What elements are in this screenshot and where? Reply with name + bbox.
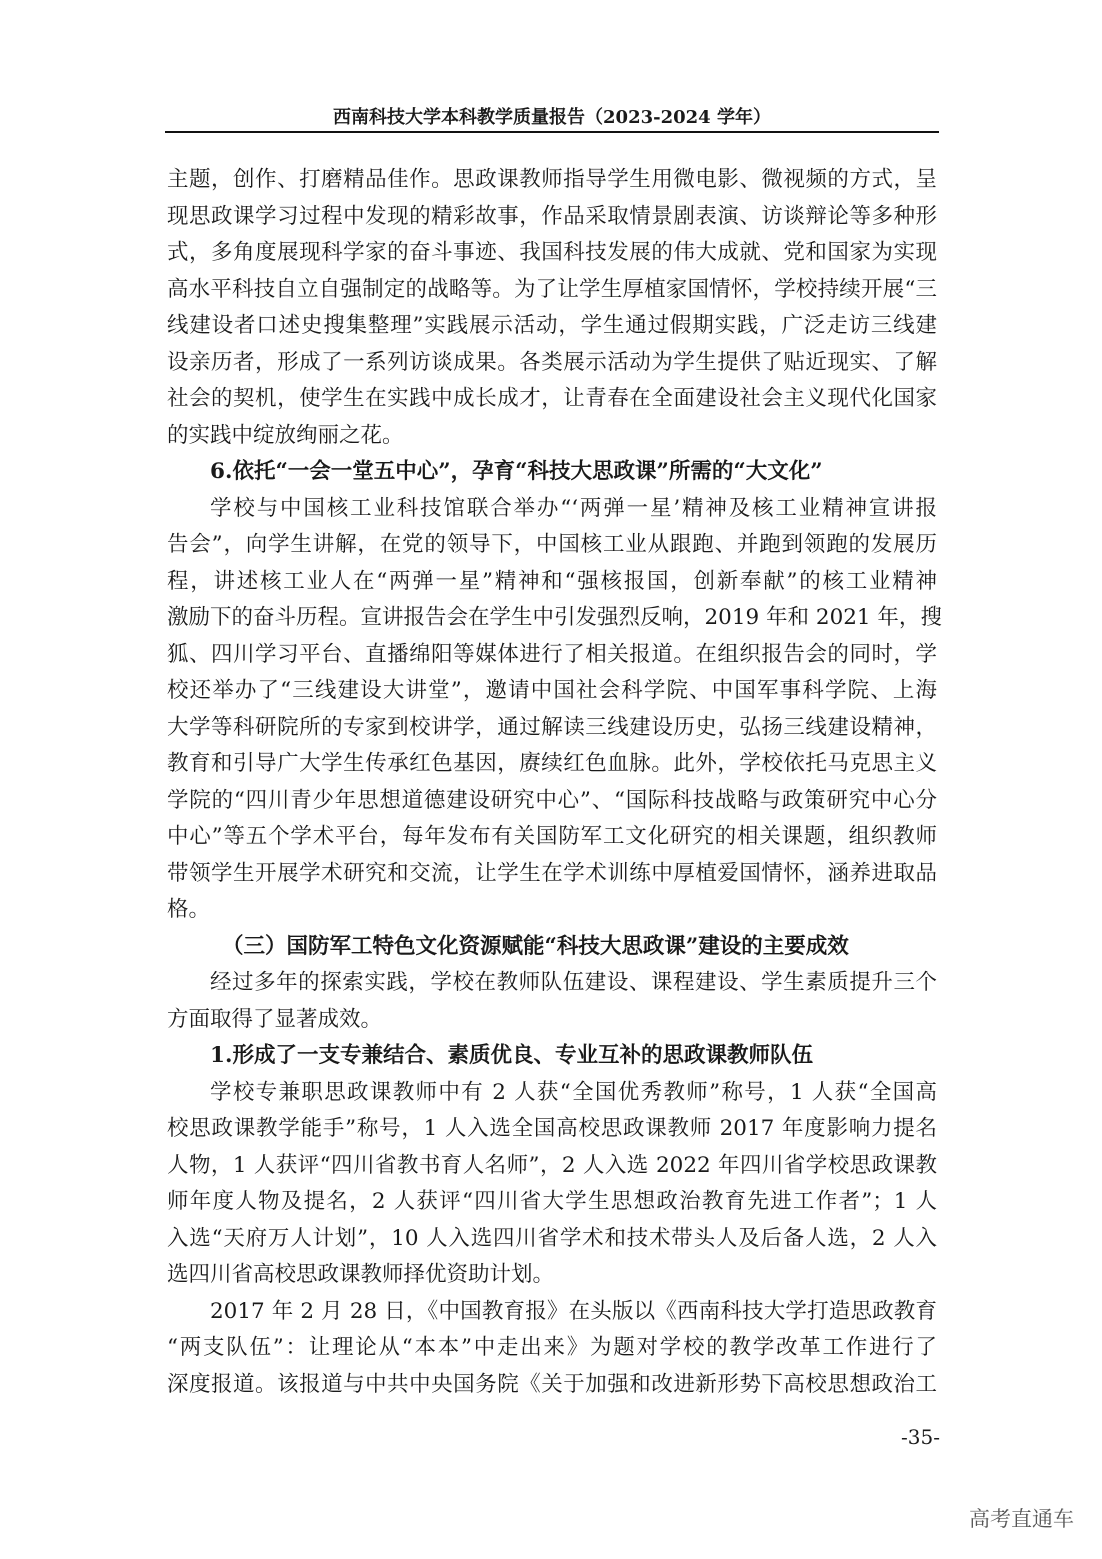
page-header-title: 西南科技大学本科教学质量报告（2023-2024 学年） [333,107,771,128]
text-line: 高水平科技自立自强制定的战略等。为了让学生厚植家国情怀，学校持续开展“三 [167,276,937,302]
text-line: 师年度人物及提名，2 人获评“四川省大学生思想政治教育先进工作者”；1 人 [167,1189,937,1214]
text-line: 程，讲述核工业人在“两弹一星”精神和“强核报国，创新奉献”的核工业精神 [167,568,937,594]
text-line: 选四川省高校思政课教师择优资助计划。 [167,1262,555,1287]
text-line: 社会的契机，使学生在实践中成长成才，让青春在全面建设社会主义现代化国家 [167,386,937,411]
section-heading: 6.依托“一会一堂五中心”，孕育“科技大思政课”所需的“大文化” [210,459,823,484]
text-line: 入选“天府万人计划”，10 人入选四川省学术和技术带头人及后备人选，2 人入 [167,1225,937,1251]
text-line: 主题，创作、打磨精品佳作。思政课教师指导学生用微电影、微视频的方式，呈 [167,167,937,192]
text-line: 学校与中国核工业科技馆联合举办“‘两弹一星’精神及核工业精神宣讲报 [210,495,937,521]
text-line: 校思政课教学能手”称号，1 人入选全国高校思政课教师 2017 年度影响力提名 [167,1116,937,1141]
text-line: 中心”等五个学术平台，每年发布有关国防军工文化研究的相关课题，组织教师 [167,824,937,849]
text-line: 激励下的奋斗历程。宣讲报告会在学生中引发强烈反响，2019 年和 2021 年，搜 [167,605,942,630]
text-line: 人物，1 人获评“四川省教书育人名师”，2 人入选 2022 年四川省学校思政课教 [167,1152,937,1178]
text-line: 现思政课学习过程中发现的精彩故事，作品采取情景剧表演、访谈辩论等多种形 [167,203,937,229]
watermark-text: 高考直通车 [969,1507,1074,1531]
text-line: 狐、四川学习平台、直播绵阳等媒体进行了相关报道。在组织报告会的同时，学 [167,641,937,667]
text-line: 学院的“四川青少年思想道德建设研究中心”、“国际科技战略与政策研究中心分 [167,787,937,813]
text-line: 深度报道。该报道与中共中央国务院《关于加强和改进新形势下高校思想政治工 [167,1371,937,1397]
section-heading: 1.形成了一支专兼结合、素质优良、专业互补的思政课教师队伍 [210,1043,813,1068]
text-line: 的实践中绽放绚丽之花。 [167,422,404,448]
text-line: 线建设者口述史搜集整理”实践展示活动，学生通过假期实践，广泛走访三线建 [167,313,937,338]
text-line: 设亲历者，形成了一系列访谈成果。各类展示活动为学生提供了贴近现实、了解 [167,349,937,375]
text-line: 学校专兼职思政课教师中有 2 人获“全国优秀教师”称号，1 人获“全国高 [210,1079,937,1105]
section-heading: （三）国防军工特色文化资源赋能“科技大思政课”建设的主要成效 [222,933,849,959]
text-line: 大学等科研院所的专家到校讲学，通过解读三线建设历史，弘扬三线建设精神， [167,714,937,740]
text-line: 校还举办了“三线建设大讲堂”，邀请中国社会科学院、中国军事科学院、上海 [167,678,937,703]
text-line: 格。 [167,897,211,922]
page-number: -35- [901,1425,940,1449]
header-rule [165,131,939,133]
text-line: 式，多角度展现科学家的奋斗事迹、我国科技发展的伟大成就、党和国家为实现 [167,240,937,265]
text-line: 2017 年 2 月 28 日，《中国教育报》在头版以《西南科技大学打造思政教育 [210,1298,937,1324]
text-line: 经过多年的探索实践，学校在教师队伍建设、课程建设、学生素质提升三个 [210,970,937,995]
text-line: 告会”，向学生讲解，在党的领导下，中国核工业从跟跑、并跑到领跑的发展历 [167,532,937,557]
text-line: 带领学生开展学术研究和交流，让学生在学术训练中厚植爱国情怀，涵养进取品 [167,860,937,886]
text-line: 教育和引导广大学生传承红色基因，赓续红色血脉。此外，学校依托马克思主义 [167,751,937,776]
text-line: “两支队伍”：让理论从“本本”中走出来》为题对学校的教学改革工作进行了 [167,1335,937,1360]
text-line: 方面取得了显著成效。 [167,1006,383,1032]
